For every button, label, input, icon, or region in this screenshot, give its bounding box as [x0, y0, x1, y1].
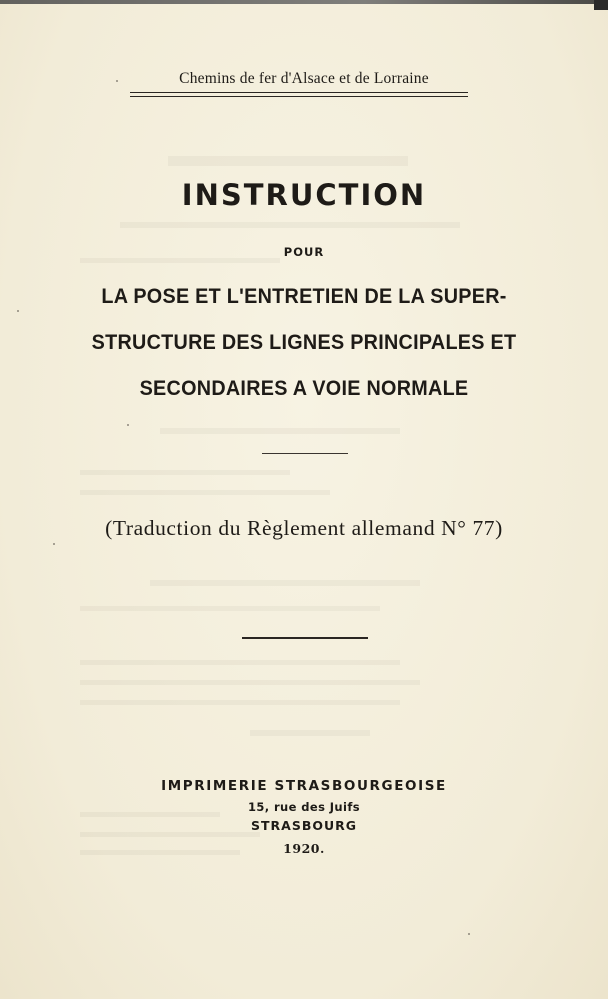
ink-speck: [127, 424, 129, 426]
ink-speck: [17, 310, 19, 312]
subtitle-line-1: LA POSE ET L'ENTRETIEN DE LA SUPER-: [101, 284, 507, 308]
printer-city: STRASBOURG: [250, 818, 358, 833]
ink-speck: [53, 543, 55, 545]
header-double-rule: [130, 92, 468, 97]
subtitle-line-2: STRUCTURE DES LIGNES PRINCIPALES ET: [91, 330, 517, 354]
publication-year: 1920.: [283, 841, 325, 856]
title-connector: POUR: [283, 245, 325, 259]
separator-rule-bold: [242, 637, 368, 639]
printer-street: 15, rue des Juifs: [248, 800, 360, 814]
translation-note: (Traduction du Règlement allemand N° 77): [105, 516, 503, 540]
subtitle-line-3: SECONDAIRES A VOIE NORMALE: [139, 376, 469, 400]
ink-speck: [468, 933, 470, 935]
separator-rule-short: [262, 453, 348, 454]
document-title: INSTRUCTION: [181, 178, 427, 212]
corner-mark: [594, 0, 608, 10]
top-page-edge: [0, 0, 608, 4]
ink-speck: [116, 80, 118, 82]
printer-name: IMPRIMERIE STRASBOURGEOISE: [161, 778, 447, 794]
railway-header: Chemins de fer d'Alsace et de Lorraine: [179, 70, 429, 87]
